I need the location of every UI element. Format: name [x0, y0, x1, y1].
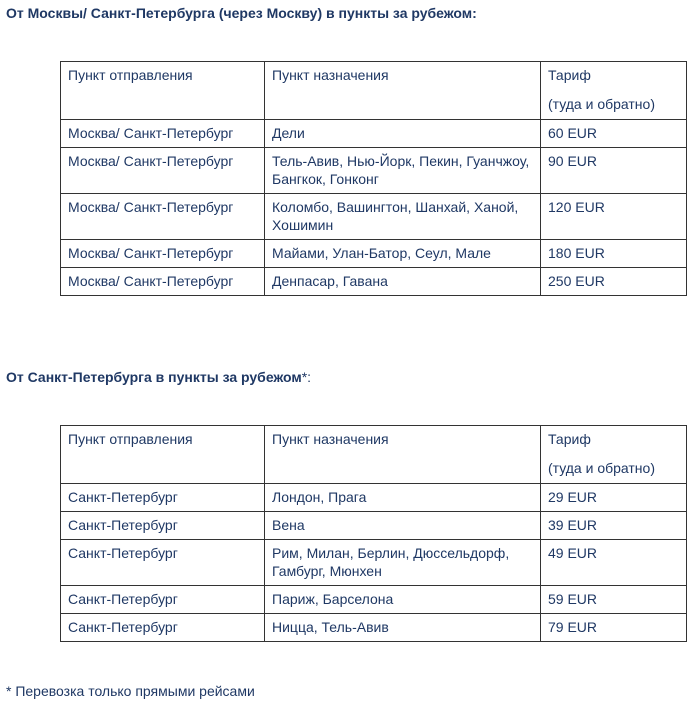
- origin-cell: Москва/ Санкт-Петербург: [61, 120, 265, 148]
- tariff-cell: 49 EUR: [541, 540, 687, 586]
- tariff-label: Тариф: [548, 67, 591, 83]
- destination-cell: Вена: [265, 512, 541, 540]
- destination-cell: Коломбо, Вашингтон, Шанхай, Ханой, Хошимин: [265, 194, 541, 240]
- tariff-column-header: [541, 62, 687, 120]
- tariff-cell: 59 EUR: [541, 586, 687, 614]
- table-row: [61, 586, 687, 614]
- destination-cell: Рим, Милан, Берлин, Дюссельдорф, Гамбург, Мюнхен: [265, 540, 541, 586]
- tariff-cell: 90 EUR: [541, 148, 687, 194]
- tariff-cell: 29 EUR: [541, 484, 687, 512]
- destination-cell: Денпасар, Гавана: [265, 268, 541, 296]
- table-row: [61, 194, 687, 240]
- table-row: [61, 268, 687, 296]
- destination-column-header: Пункт назначения: [265, 426, 541, 484]
- origin-cell: Санкт-Петербург: [61, 512, 265, 540]
- origin-cell: Санкт-Петербург: [61, 586, 265, 614]
- footnote: * Перевозка только прямыми рейсами: [6, 683, 255, 699]
- destination-cell: Тель-Авив, Нью-Йорк, Пекин, Гуанчжоу, Бангкок, Гонконг: [265, 148, 541, 194]
- footnote-mark: *:: [301, 369, 312, 385]
- origin-cell: Санкт-Петербург: [61, 540, 265, 586]
- origin-cell: Москва/ Санкт-Петербург: [61, 240, 265, 268]
- tariff-cell: 120 EUR: [541, 194, 687, 240]
- origin-cell: Москва/ Санкт-Петербург: [61, 148, 265, 194]
- table-row: [61, 540, 687, 586]
- table-row: [61, 148, 687, 194]
- destination-cell: Майами, Улан-Батор, Сеул, Мале: [265, 240, 541, 268]
- destination-cell: Лондон, Прага: [265, 484, 541, 512]
- tariff-note: (туда и обратно): [548, 96, 655, 112]
- origin-column-header: Пункт отправления: [61, 426, 265, 484]
- origin-column-header: Пункт отправления: [61, 62, 265, 120]
- tariff-cell: 250 EUR: [541, 268, 687, 296]
- table-header-row: [61, 426, 687, 484]
- tariff-cell: 60 EUR: [541, 120, 687, 148]
- table-row: [61, 512, 687, 540]
- table-row: [61, 240, 687, 268]
- section-2-heading: [6, 369, 311, 385]
- tariff-column-header: [541, 426, 687, 484]
- tariff-label: Тариф: [548, 431, 591, 447]
- origin-cell: Москва/ Санкт-Петербург: [61, 268, 265, 296]
- table-header-row: [61, 62, 687, 120]
- tariff-table-moscow: [60, 61, 687, 296]
- tariff-cell: 180 EUR: [541, 240, 687, 268]
- origin-cell: Санкт-Петербург: [61, 614, 265, 642]
- section-2-heading-text: От Санкт-Петербурга в пункты за рубежом: [6, 369, 302, 385]
- section-1-heading: От Москвы/ Санкт-Петербурга (через Москву) в пункты за рубежом:: [6, 5, 477, 21]
- origin-cell: Москва/ Санкт-Петербург: [61, 194, 265, 240]
- destination-cell: Париж, Барселона: [265, 586, 541, 614]
- destination-cell: Ницца, Тель-Авив: [265, 614, 541, 642]
- tariff-cell: 79 EUR: [541, 614, 687, 642]
- tariff-note: (туда и обратно): [548, 460, 655, 476]
- table-row: [61, 614, 687, 642]
- tariff-table-spb: [60, 425, 687, 642]
- tariff-cell: 39 EUR: [541, 512, 687, 540]
- destination-cell: Дели: [265, 120, 541, 148]
- table-row: [61, 484, 687, 512]
- origin-cell: Санкт-Петербург: [61, 484, 265, 512]
- table-row: [61, 120, 687, 148]
- destination-column-header: Пункт назначения: [265, 62, 541, 120]
